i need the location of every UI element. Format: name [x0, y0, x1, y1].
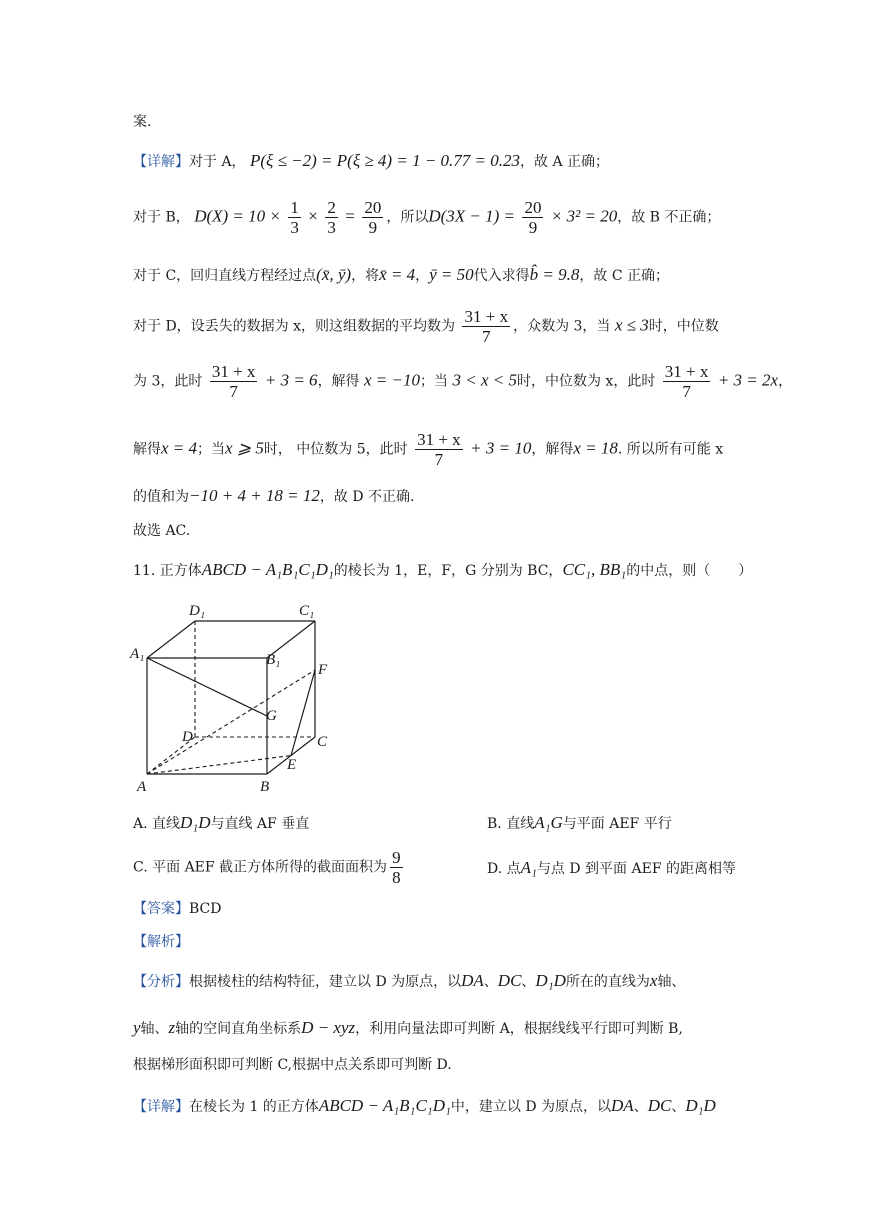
fraction: $\frac{31 + x}{7}$	[211, 362, 256, 401]
text: ，故 A 正确；	[520, 154, 610, 170]
math: x ⩾ 5	[225, 438, 264, 458]
fraction: $\frac{31 + x}{7}$	[464, 307, 509, 346]
section-label: 【详解】	[133, 1099, 189, 1115]
text: ，众数为 3，当	[513, 318, 611, 335]
text: D. 点	[487, 861, 521, 877]
math: D(X) = 10 ×	[194, 206, 281, 226]
label-f: F	[318, 662, 328, 678]
text: 中，建立以 D 为原点，以	[450, 1099, 612, 1115]
answer-text: BCD	[189, 901, 222, 917]
text: 根据梯形面积即可判断 C,根据中点关系即可判断 D.	[133, 1057, 452, 1073]
text: ，	[778, 373, 793, 390]
math: ABCD − A₁B₁C₁D₁	[201, 560, 334, 579]
fraction: $\frac{9}{8}$	[392, 848, 401, 887]
section-label: 【分析】	[133, 974, 189, 990]
text: ，利用向量法即可判断 A，根据线线平行即可判断 B,	[355, 1021, 683, 1037]
text: 、	[483, 974, 498, 990]
text: ，将	[351, 268, 380, 284]
math: D(3X − 1) =	[428, 206, 516, 226]
solution-line-d1	[133, 307, 719, 346]
text: 、	[671, 1099, 686, 1115]
text: 时，中位数	[648, 318, 719, 335]
math: DC	[497, 971, 522, 990]
text: 对于 D，设丢失的数据为 x，则这组数据的平均数为	[133, 318, 456, 335]
math: z	[168, 1018, 176, 1037]
math: DA	[461, 971, 484, 990]
label-a1: A₁	[130, 646, 145, 662]
math: x ≤ 3	[614, 315, 649, 335]
detail-line	[133, 1096, 716, 1117]
label-d1: D₁	[189, 603, 206, 619]
text: 时， 中位数为 5，此时	[263, 441, 408, 458]
option-b	[487, 813, 672, 834]
math: 3 < x < 5	[452, 370, 517, 390]
text: 对于 A，	[189, 154, 246, 170]
label-c1: C₁	[299, 603, 315, 619]
select-answer	[133, 521, 190, 541]
label-b1: B₁	[266, 652, 281, 668]
text: 轴、	[657, 974, 686, 990]
text: 在棱长为 1 的正方体	[189, 1099, 319, 1115]
math: D₁D	[535, 971, 566, 990]
math: ȳ = 50	[429, 265, 474, 284]
text: ，所以	[386, 209, 429, 226]
math: + 3 = 2x	[717, 370, 779, 390]
label-c: C	[317, 734, 328, 750]
math: x = 18	[573, 438, 618, 458]
math: CC₁, BB₁	[562, 560, 627, 579]
solution-line-d3	[133, 430, 723, 469]
text: 正方体	[159, 563, 202, 579]
text: ；当	[420, 373, 449, 390]
text: 与直线 AF 垂直	[210, 816, 310, 832]
text: ；当	[197, 441, 226, 458]
fraction: $\frac{2}{3}$	[327, 198, 336, 237]
text: 解得	[133, 441, 161, 458]
math: D − xyz	[301, 1018, 356, 1037]
text: 根据棱柱的结构特征，建立以 D 为原点，以	[189, 974, 462, 990]
text: 故选 AC.	[133, 523, 191, 539]
text: 的棱长为 1，E，F，G 分别为 BC，	[333, 563, 563, 579]
text: 对于 C，回归直线方程经过点	[133, 268, 317, 284]
math: × 3² = 20	[550, 206, 618, 226]
text: 轴、	[140, 1021, 169, 1037]
text: 的值和为	[133, 489, 189, 505]
option-c	[133, 848, 406, 887]
text: 时，中位数为 x，此时	[516, 373, 656, 390]
cube-figure	[125, 598, 345, 798]
text: 的中点，则（ ）	[626, 563, 753, 579]
math: A₁	[520, 858, 537, 877]
fraction: $\frac{20}{9}$	[364, 198, 382, 237]
solution-line-b	[133, 198, 720, 237]
solution-line-d4	[133, 486, 414, 507]
math: + 3 = 10	[470, 438, 532, 458]
math: P(ξ ≤ −2) = P(ξ ≥ 4) = 1 − 0.77 = 0.23	[250, 151, 521, 170]
section-label: 【详解】	[133, 154, 189, 170]
text: 轴的空间直角坐标系	[175, 1021, 302, 1037]
fraction: $\frac{20}{9}$	[524, 198, 542, 237]
math: DC	[647, 1096, 672, 1115]
text: A. 直线	[133, 816, 181, 832]
solution-line-d2	[133, 362, 792, 401]
text: ，	[415, 268, 430, 284]
option-d	[487, 858, 736, 879]
text: 与点 D 到平面 AEF 的距离相等	[536, 861, 737, 877]
math: (x̄, ȳ)	[316, 265, 352, 284]
question-11	[133, 560, 752, 581]
math: x = −10	[364, 370, 421, 390]
analysis-line-1	[133, 971, 685, 992]
text: ，解得	[531, 441, 574, 458]
text: . 所以所有可能 x	[617, 441, 724, 458]
math: D₁D	[685, 1096, 716, 1115]
section-label: 【解析】	[133, 934, 189, 950]
math: x̄ = 4	[379, 265, 416, 284]
fraction: $\frac{31 + x}{7}$	[417, 430, 461, 469]
label-b: B	[260, 779, 270, 795]
solution-line-c	[133, 265, 669, 286]
text: 、	[633, 1099, 648, 1115]
label-g: G	[266, 708, 277, 724]
text: 与平面 AEF 平行	[562, 816, 672, 832]
option-a	[133, 813, 309, 834]
math: ABCD − A₁B₁C₁D₁	[318, 1096, 451, 1115]
text: 所在的直线为	[565, 974, 650, 990]
fraction: $\frac{31 + x}{7}$	[664, 362, 709, 401]
analysis-line-2	[133, 1018, 683, 1039]
text: 、	[521, 974, 536, 990]
answer-line	[133, 899, 221, 919]
math: x	[649, 971, 658, 990]
math: D₁D	[180, 813, 211, 832]
math: DA	[611, 1096, 634, 1115]
solution-line-a	[133, 151, 609, 172]
label-e: E	[287, 757, 297, 773]
analysis-heading	[133, 932, 189, 952]
math: b̂ = 9.8	[529, 265, 580, 284]
text: ，故 D 不正确.	[319, 489, 415, 505]
section-label: 【答案】	[133, 901, 189, 917]
label-d: D	[182, 729, 193, 745]
text: 对于 B，	[133, 209, 190, 226]
math: =	[345, 206, 355, 226]
text: ，故 B 不正确；	[617, 209, 721, 226]
math: + 3 = 6	[264, 370, 318, 390]
text: 代入求得	[473, 268, 530, 284]
math: y	[133, 1018, 141, 1037]
text: 为 3，此时	[133, 373, 203, 390]
label-a: A	[137, 779, 147, 795]
text: B. 直线	[487, 816, 535, 832]
fraction: $\frac{1}{3}$	[290, 198, 299, 237]
text-line	[133, 112, 151, 132]
analysis-line-3	[133, 1055, 452, 1075]
question-number: 11.	[133, 563, 156, 579]
text: ，故 C 正确；	[579, 268, 670, 284]
math: −10 + 4 + 18 = 12	[189, 486, 320, 505]
text: C. 平面 AEF 截正方体所得的截面面积为	[133, 859, 388, 876]
text: 案.	[133, 114, 152, 130]
math: ×	[308, 206, 318, 226]
math: x = 4	[161, 438, 198, 458]
text: ，解得	[317, 373, 360, 390]
math: A₁G	[534, 813, 563, 832]
